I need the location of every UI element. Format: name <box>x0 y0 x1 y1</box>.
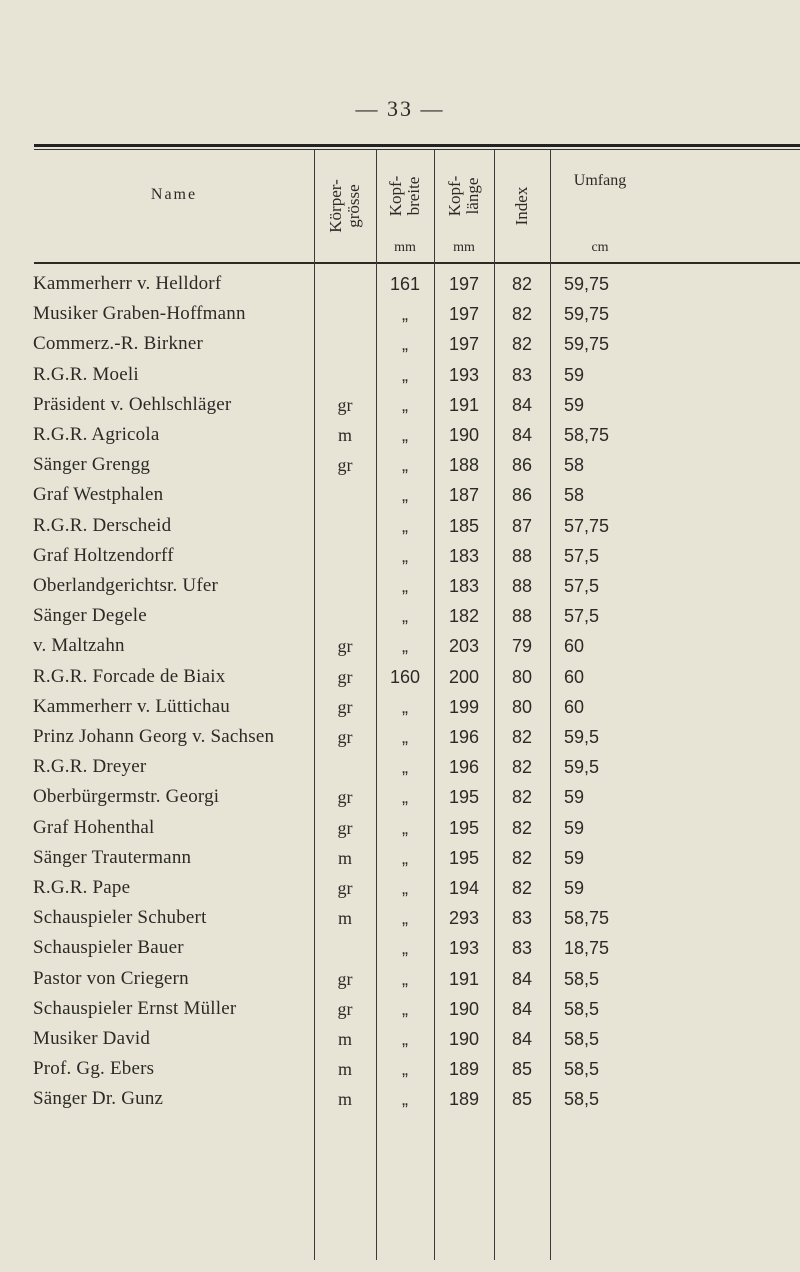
kopfbreite-value: „ <box>402 878 408 898</box>
table-row <box>0 903 800 933</box>
kopfbreite-value: „ <box>402 998 408 1019</box>
table-row <box>0 662 800 692</box>
person-name: v. Maltzahn <box>33 635 125 657</box>
kopflaenge-value: 190 <box>448 1029 480 1049</box>
kopflaenge-value: 191 <box>448 394 480 415</box>
index-value: 84 <box>511 425 533 445</box>
umfang-value: 59 <box>564 847 585 868</box>
kopfbreite-value: „ <box>402 455 408 476</box>
umfang-value: 58,5 <box>564 1029 600 1049</box>
index-value: 83 <box>511 908 533 929</box>
kopfbreite-value: „ <box>402 394 408 415</box>
index-value: 80 <box>511 666 533 687</box>
kopfbreite-value: „ <box>402 545 408 566</box>
index-value: 85 <box>511 1059 533 1080</box>
kopflaenge-value: 189 <box>448 1089 480 1110</box>
index-value: 88 <box>511 606 533 627</box>
table-row <box>0 813 800 843</box>
person-name: R.G.R. Dreyer <box>33 756 147 778</box>
umfang-value: 58,5 <box>564 1089 600 1110</box>
kopfbreite-value: „ <box>402 636 408 657</box>
table-row <box>0 541 800 571</box>
kopfbreite-value: „ <box>402 817 408 838</box>
index-value: 82 <box>511 878 533 898</box>
koerpergroesse-value: gr <box>337 727 353 747</box>
umfang-value: 59 <box>564 394 585 415</box>
kopfbreite-value: „ <box>402 515 408 536</box>
header-kopflaenge: Kopf- länge <box>445 175 482 217</box>
kopfbreite-value: „ <box>402 606 408 627</box>
person-name: Graf Hohenthal <box>33 816 155 838</box>
person-name: Präsident v. Oehlschläger <box>33 393 232 415</box>
koerpergroesse-value: gr <box>337 817 353 838</box>
index-value: 79 <box>511 636 533 657</box>
person-name: Graf Holtzendorff <box>33 544 174 566</box>
kopfbreite-value: „ <box>402 425 408 445</box>
table-row <box>0 1054 800 1084</box>
person-name: Pastor von Criegern <box>33 967 189 989</box>
kopflaenge-value: 194 <box>448 878 480 898</box>
person-name: Oberlandgerichtsr. Ufer <box>33 575 219 596</box>
person-name: Sänger Trautermann <box>33 846 192 868</box>
kopflaenge-value: 197 <box>448 304 480 325</box>
table-row <box>0 299 800 329</box>
kopflaenge-value: 195 <box>448 847 480 868</box>
header-kopflaenge-unit: mm <box>453 240 475 255</box>
umfang-value: 57,5 <box>564 545 600 566</box>
umfang-value: 58,75 <box>564 425 610 445</box>
umfang-value: 58 <box>564 485 585 506</box>
person-name: Oberbürgermstr. Georgi <box>33 786 220 808</box>
table-row <box>0 843 800 873</box>
person-name: Musiker David <box>33 1028 151 1049</box>
koerpergroesse-value: gr <box>337 666 353 687</box>
kopfbreite-value: 160 <box>389 666 421 687</box>
umfang-value: 58,5 <box>564 1059 600 1080</box>
table-row <box>0 420 800 450</box>
umfang-value: 58,5 <box>564 998 600 1019</box>
person-name: Sänger Degele <box>33 605 147 627</box>
table-row <box>0 1024 800 1054</box>
kopfbreite-value: „ <box>402 787 408 808</box>
kopfbreite-value: 161 <box>389 274 421 294</box>
kopflaenge-value: 197 <box>448 334 480 355</box>
index-value: 82 <box>511 817 533 838</box>
umfang-value: 18,75 <box>564 938 610 959</box>
header-umfang-unit: cm <box>591 240 609 255</box>
umfang-value: 59,5 <box>564 727 600 747</box>
person-name: Schauspieler Ernst Müller <box>33 997 237 1019</box>
header-kopfbreite-unit: mm <box>394 240 416 255</box>
kopflaenge-value: 187 <box>448 485 480 506</box>
header-koerpergroesse: Körper- grösse <box>326 179 363 233</box>
table-row <box>0 450 800 480</box>
kopfbreite-value: „ <box>402 1029 408 1049</box>
kopfbreite-value: „ <box>402 968 408 989</box>
index-value: 80 <box>511 696 533 717</box>
person-name: Kammerherr v. Lüttichau <box>33 695 230 717</box>
kopfbreite-value: „ <box>402 485 408 506</box>
table-row <box>0 752 800 782</box>
kopflaenge-value: 193 <box>448 938 480 959</box>
koerpergroesse-value: m <box>337 425 352 445</box>
table-row <box>0 511 800 541</box>
table-row <box>0 601 800 631</box>
index-value: 86 <box>511 485 533 506</box>
table-row <box>0 782 800 812</box>
index-value: 88 <box>511 545 533 566</box>
table-row <box>0 964 800 994</box>
koerpergroesse-value: gr <box>337 455 353 476</box>
person-name: R.G.R. Moeli <box>33 363 139 385</box>
umfang-value: 59,75 <box>564 274 610 294</box>
kopfbreite-value: „ <box>402 757 408 778</box>
index-value: 82 <box>511 787 533 808</box>
table-row <box>0 1084 800 1114</box>
kopfbreite-value: „ <box>402 334 408 355</box>
index-value: 82 <box>511 334 533 355</box>
koerpergroesse-value: m <box>337 847 352 868</box>
umfang-value: 59 <box>564 878 585 898</box>
index-value: 82 <box>511 274 533 294</box>
kopflaenge-value: 190 <box>448 425 480 445</box>
kopfbreite-value: „ <box>402 696 408 717</box>
table-row <box>0 873 800 903</box>
index-value: 83 <box>511 364 533 385</box>
koerpergroesse-value: m <box>337 1029 352 1049</box>
header-umfang: Umfang <box>573 172 627 189</box>
umfang-value: 59,75 <box>564 304 610 325</box>
kopflaenge-value: 183 <box>448 545 480 566</box>
umfang-value: 58 <box>564 455 585 476</box>
index-value: 83 <box>511 938 533 959</box>
kopfbreite-value: „ <box>402 847 408 868</box>
kopflaenge-value: 195 <box>448 787 480 808</box>
kopflaenge-value: 185 <box>448 515 480 536</box>
person-name: Sänger Grengg <box>33 454 151 476</box>
koerpergroesse-value: m <box>337 908 352 929</box>
index-value: 85 <box>511 1089 533 1110</box>
kopflaenge-value: 191 <box>448 968 480 989</box>
koerpergroesse-value: gr <box>337 394 353 415</box>
kopflaenge-value: 200 <box>448 666 480 687</box>
kopfbreite-value: „ <box>402 1089 408 1110</box>
koerpergroesse-value: gr <box>337 968 353 989</box>
kopflaenge-value: 188 <box>448 455 480 476</box>
header-name-cell <box>34 150 314 262</box>
person-name: Schauspieler Schubert <box>33 907 207 929</box>
index-value: 84 <box>511 1029 533 1049</box>
header-kopfbreite-cell <box>376 150 434 262</box>
header-kopfbreite: Kopf- breite <box>386 175 423 217</box>
koerpergroesse-value: gr <box>337 998 353 1019</box>
index-value: 82 <box>511 727 533 747</box>
index-value: 84 <box>511 968 533 989</box>
koerpergroesse-value: gr <box>337 787 353 808</box>
kopflaenge-value: 196 <box>448 757 480 778</box>
kopflaenge-value: 193 <box>448 364 480 385</box>
koerpergroesse-value: m <box>337 1089 352 1110</box>
koerpergroesse-value: gr <box>337 878 353 898</box>
table-row <box>0 329 800 359</box>
umfang-value: 58,5 <box>564 968 600 989</box>
umfang-value: 59 <box>564 364 585 385</box>
person-name: Prof. Gg. Ebers <box>33 1058 155 1080</box>
umfang-value: 60 <box>564 666 585 687</box>
kopflaenge-value: 196 <box>448 727 480 747</box>
table-row <box>0 722 800 752</box>
kopfbreite-value: „ <box>402 727 408 747</box>
umfang-value: 59 <box>564 817 585 838</box>
index-value: 88 <box>511 576 533 596</box>
kopflaenge-value: 293 <box>448 908 480 929</box>
person-name: Graf Westphalen <box>33 484 164 506</box>
kopflaenge-value: 182 <box>448 606 480 627</box>
page-number: — 33 — <box>355 96 445 121</box>
table-row <box>0 269 800 299</box>
umfang-value: 57,75 <box>564 515 610 536</box>
person-name: R.G.R. Pape <box>33 877 131 898</box>
index-value: 82 <box>511 757 533 778</box>
person-name: Sänger Dr. Gunz <box>33 1088 164 1110</box>
table-row <box>0 571 800 601</box>
umfang-value: 59,75 <box>564 334 610 355</box>
koerpergroesse-value: gr <box>337 696 353 717</box>
kopflaenge-value: 190 <box>448 998 480 1019</box>
person-name: Commerz.-R. Birkner <box>33 333 204 355</box>
header-index: Index <box>512 186 531 226</box>
index-value: 84 <box>511 394 533 415</box>
header-koerpergroesse-cell <box>314 150 376 262</box>
table-row <box>0 480 800 510</box>
umfang-value: 60 <box>564 696 585 717</box>
kopflaenge-value: 203 <box>448 636 480 657</box>
index-value: 82 <box>511 847 533 868</box>
header-umfang-cell <box>550 150 650 262</box>
header-rule <box>34 262 800 264</box>
table-row <box>0 390 800 420</box>
umfang-value: 60 <box>564 636 585 657</box>
kopflaenge-value: 183 <box>448 576 480 596</box>
umfang-value: 59 <box>564 787 585 808</box>
person-name: Kammerherr v. Helldorf <box>33 273 222 294</box>
person-name: R.G.R. Forcade de Biaix <box>33 665 226 687</box>
person-name: Musiker Graben-Hoffmann <box>33 303 246 325</box>
index-value: 87 <box>511 515 533 536</box>
kopfbreite-value: „ <box>402 1059 408 1080</box>
person-name: Prinz Johann Georg v. Sachsen <box>33 726 275 747</box>
person-name: R.G.R. Agricola <box>33 424 160 445</box>
kopflaenge-value: 195 <box>448 817 480 838</box>
index-value: 84 <box>511 998 533 1019</box>
kopfbreite-value: „ <box>402 304 408 325</box>
person-name: R.G.R. Derscheid <box>33 514 172 536</box>
table-row <box>0 933 800 963</box>
kopflaenge-value: 189 <box>448 1059 480 1080</box>
kopfbreite-value: „ <box>402 908 408 929</box>
index-value: 86 <box>511 455 533 476</box>
table-row <box>0 360 800 390</box>
kopflaenge-value: 199 <box>448 696 480 717</box>
kopflaenge-value: 197 <box>448 274 480 294</box>
kopfbreite-value: „ <box>402 364 408 385</box>
header-index-cell <box>494 150 550 262</box>
index-value: 82 <box>511 304 533 325</box>
koerpergroesse-value: gr <box>337 636 353 657</box>
umfang-value: 59,5 <box>564 757 600 778</box>
umfang-value: 57,5 <box>564 606 600 627</box>
person-name: Schauspieler Bauer <box>33 937 184 959</box>
koerpergroesse-value: m <box>337 1059 352 1080</box>
kopfbreite-value: „ <box>402 576 408 596</box>
table-row <box>0 994 800 1024</box>
header-kopflaenge-cell <box>434 150 494 262</box>
header-name: Name <box>150 186 198 203</box>
table-row <box>0 631 800 661</box>
kopfbreite-value: „ <box>402 938 408 959</box>
umfang-value: 57,5 <box>564 576 600 596</box>
table-row <box>0 692 800 722</box>
umfang-value: 58,75 <box>564 908 610 929</box>
top-rule <box>34 144 800 147</box>
